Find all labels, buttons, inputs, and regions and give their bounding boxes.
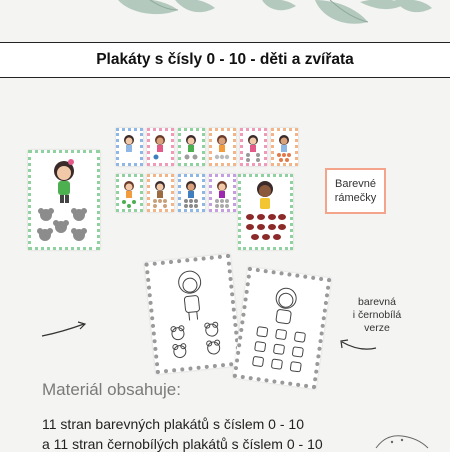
color-bw-line-3: verze	[364, 322, 390, 334]
poster-colored-large	[28, 150, 100, 250]
colored-frames-note	[325, 168, 386, 214]
poster-colored-small	[271, 128, 298, 166]
leaf-icon	[118, 0, 178, 14]
poster-colored-small	[116, 128, 143, 166]
color-bw-line-1: barevná	[358, 296, 396, 308]
poster-colored-small	[147, 128, 174, 166]
leaf-icon	[262, 0, 296, 10]
leaf-icon	[315, 0, 368, 24]
koala-icon	[37, 208, 87, 241]
poster-colored-small	[147, 174, 174, 212]
poster-colored-small	[240, 128, 267, 166]
poster-bw-2	[233, 267, 332, 390]
material-heading: Materiál obsahuje:	[42, 380, 181, 399]
poster-colored-medium	[238, 174, 293, 250]
colored-frames-line-2: rámečky	[334, 192, 377, 204]
page-title: Plakáty s čísly 0 - 10 - děti a zvířata	[96, 51, 354, 68]
poster-colored-small	[178, 128, 205, 166]
material-line-1: 11 stran barevných plakátů s číslem 0 - 10	[42, 416, 304, 432]
boy-figure-icon	[241, 177, 290, 247]
arrow-icon	[40, 318, 90, 340]
eucalyptus-leaves-decoration	[0, 0, 450, 40]
poster-bw-1	[144, 254, 241, 374]
elephant-icon	[246, 214, 286, 240]
girl-figure-icon	[31, 153, 97, 247]
arrow-icon	[336, 332, 378, 354]
color-bw-line-2: i černobílá	[352, 309, 402, 321]
color-bw-note	[342, 296, 412, 335]
poster-colored-small	[178, 174, 205, 212]
poster-colored-small	[116, 174, 143, 212]
leaf-icon	[175, 0, 215, 12]
poster-colored-small	[209, 128, 236, 166]
material-line-2: a 11 stran černobílých plakátů s číslem 0 - 10	[42, 436, 323, 452]
poster-colored-small	[209, 174, 236, 212]
title-band	[0, 42, 450, 78]
doodle-decoration	[372, 428, 432, 450]
colored-frames-line-1: Barevné	[335, 178, 376, 190]
leaf-icon	[395, 0, 432, 12]
